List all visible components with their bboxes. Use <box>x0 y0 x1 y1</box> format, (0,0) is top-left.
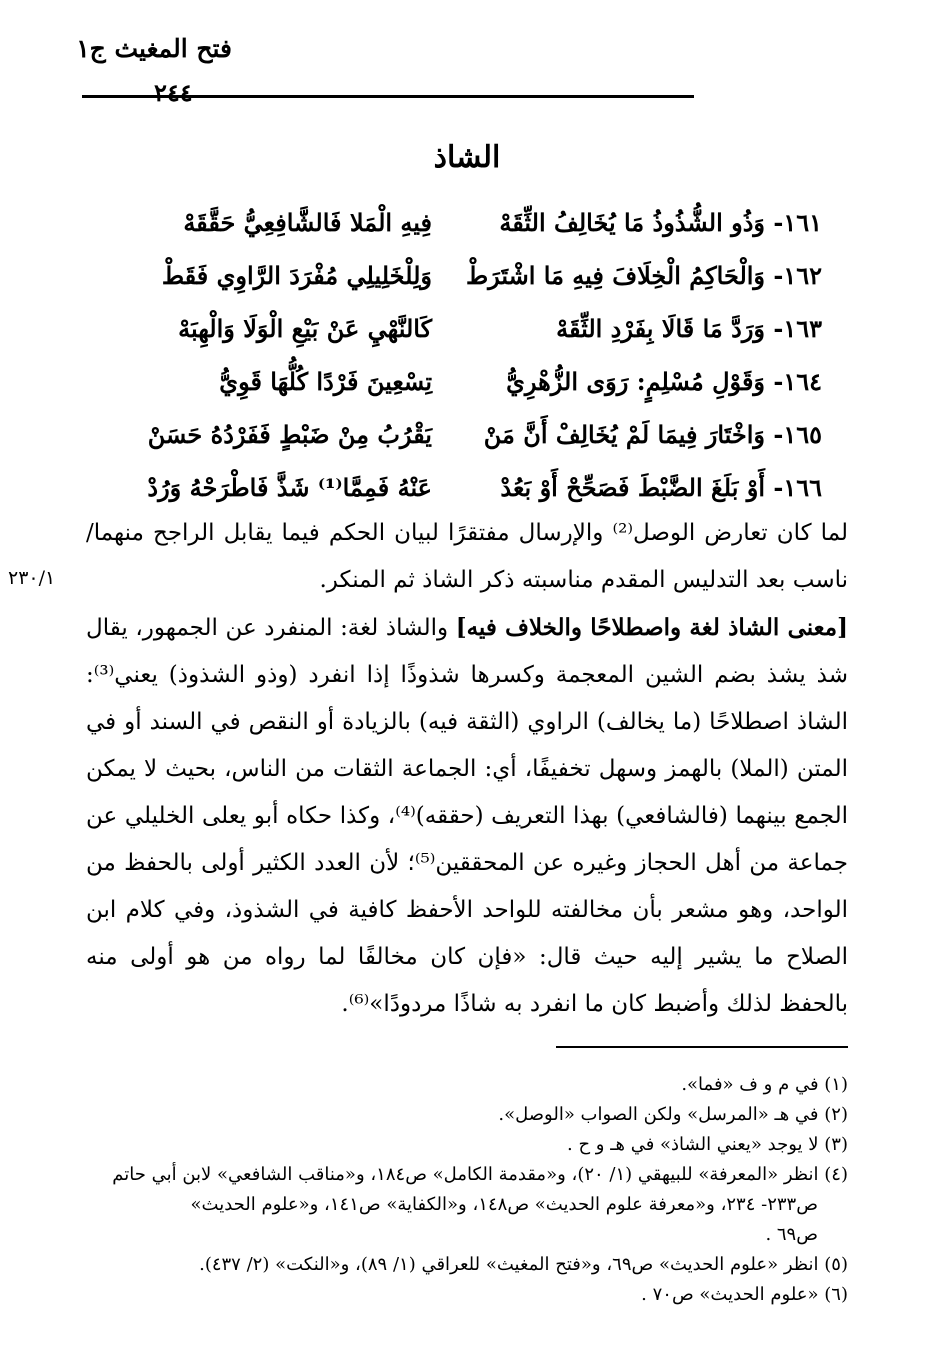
inline-heading: [معنى الشاذ لغة واصطلاحًا والخلاف فيه] <box>455 614 848 641</box>
footnote: (٤) انظر «المعرفة» للبيهقي (١/ ٢٠)، و«مقدمة الكامل» ص١٨٤، و«مناقب الشافعي» لابن أبي حاتم <box>112 1164 848 1185</box>
verse-line <box>102 314 822 367</box>
verse-first-hemistich: ١٦٤- وَقَوْلِ مُسْلِمٍ: رَوَى الزُّهْرِيُّ <box>506 367 822 396</box>
verse-line <box>102 420 822 473</box>
verse-first-hemistich: ١٦٣- وَرَدَّ مَا قَالَا بِفَرْدِ الثِّقَهْ <box>556 314 822 343</box>
footnote: (٥) انظر «علوم الحديث» ص٦٩، و«فتح المغيث» للعراقي (١/ ٨٩)، و«النكت» (٢/ ٤٣٧). <box>199 1254 848 1275</box>
footnote: (٣) لا يوجد «يعني الشاذ» في هـ و ح . <box>567 1134 848 1155</box>
footnote-continuation: ص٦٩ . <box>765 1224 818 1245</box>
verse-second-hemistich: كَالنَّهْيِ عَنْ بَيْعِ الْوَلَا وَالْهِبَهْ <box>178 314 432 343</box>
verse-line <box>102 208 822 261</box>
verse-line <box>102 367 822 420</box>
verse-first-hemistich: ١٦١- وَذُو الشُّذُوذُ مَا يُخَالِفُ الثِّقَهْ <box>499 208 822 237</box>
verse-first-hemistich: ١٦٥- وَاخْتَارَ فِيمَا لَمْ يُخَالِفْ أَنَّ مَنْ <box>483 420 822 449</box>
section-title: الشاذ <box>433 140 501 175</box>
verse-second-hemistich: فِيهِ الْمَلا فَالشَّافِعِيُّ حَقَّقَهْ <box>183 208 432 237</box>
footnote-rule <box>556 1046 848 1048</box>
paragraph-text: والشاذ لغة: المنفرد عن الجمهور، يقال شذ يشذ بضم الشين المعجمة وكسرها شذوذًا إذا انفرد (وذو الشذوذ) يعني⁽³⁾: الشاذ اصطلاحًا (ما يخالف) الراوي (الثقة فيه) بالزيادة أو النقص في السند أو في المتن (الملا) بالهمز وسهل تخفيفًا، أي: الجماعة الثقات من الناس، بحيث لا يمكن الجمع بينهما (فالشافعي) بهذا التعريف (حققه)⁽⁴⁾، وكذا حكاه أبو يعلى الخليلي عن جماعة من أهل الحجاز وغيره عن المحققين⁽⁵⁾؛ لأن العدد الكثير أولى بالحفظ من الواحد، وهو مشعر بأن مخالفته للواحد الأحفظ كافية في الشذوذ، وفي كلام ابن الصلاح ما يشير إليه حيث قال: «فإن كان مخالفًا لما رواه من هو أولى منه بالحفظ لذلك وأضبط كان ما انفرد به شاذًا مردودًا»⁽⁶⁾. <box>86 615 849 1017</box>
commentary-body <box>86 510 848 1028</box>
verse-block <box>102 208 822 526</box>
verse-first-hemistich: ١٦٦- أَوْ بَلَغَ الضَّبْطَ فَصَحِّحْ أَوْ بَعُدْ <box>500 473 822 502</box>
verse-second-hemistich: عَنْهُ فَمِمَّا⁽¹⁾ شَذَّ فَاطْرَحْهُ وَرُدْ <box>147 473 432 502</box>
footnote: (٢) في هـ «المرسل» ولكن الصواب «الوصل». <box>498 1104 848 1125</box>
footnotes <box>86 1070 848 1310</box>
verse-second-hemistich: وَلِلْخَلِيلِي مُفْرَدَ الرَّاوِي فَقَطْ <box>161 261 432 290</box>
commentary-paragraph: لما كان تعارض الوصل⁽²⁾ والإرسال مفتقرًا لبيان الحكم فيما يقابل الراجح منهما/ ناسب بعد التدليس المقدم مناسبته ذكر الشاذ ثم المنكر. <box>86 520 848 593</box>
commentary-paragraph <box>86 604 848 1028</box>
footnote-continuation: ص٢٣٣- ٢٣٤، و«معرفة علوم الحديث» ص١٤٨، و«الكفاية» ص١٤١، و«علوم الحديث» <box>190 1194 818 1215</box>
verse-second-hemistich: يَقْرُبُ مِنْ ضَبْطٍ فَفَرْدُهُ حَسَنْ <box>147 420 432 449</box>
verse-second-hemistich: تِسْعِينَ فَرْدًا كُلُّهَا قَوِيُّ <box>219 367 432 396</box>
verse-line <box>102 261 822 314</box>
footnote: (١) في م و ف «فما». <box>681 1074 848 1095</box>
margin-reference: ٢٣٠/١ <box>8 567 56 589</box>
header-rule-left <box>82 95 144 98</box>
verse-first-hemistich: ١٦٢- وَالْحَاكِمُ الْخِلَافَ فِيهِ مَا اشْتَرَطْ <box>465 261 822 290</box>
footnote: (٦) «علوم الحديث» ص٧٠ . <box>641 1284 848 1305</box>
page-number: ٢٤٤ <box>154 78 193 107</box>
running-header-title: فتح المغيث ج١ <box>76 34 232 63</box>
